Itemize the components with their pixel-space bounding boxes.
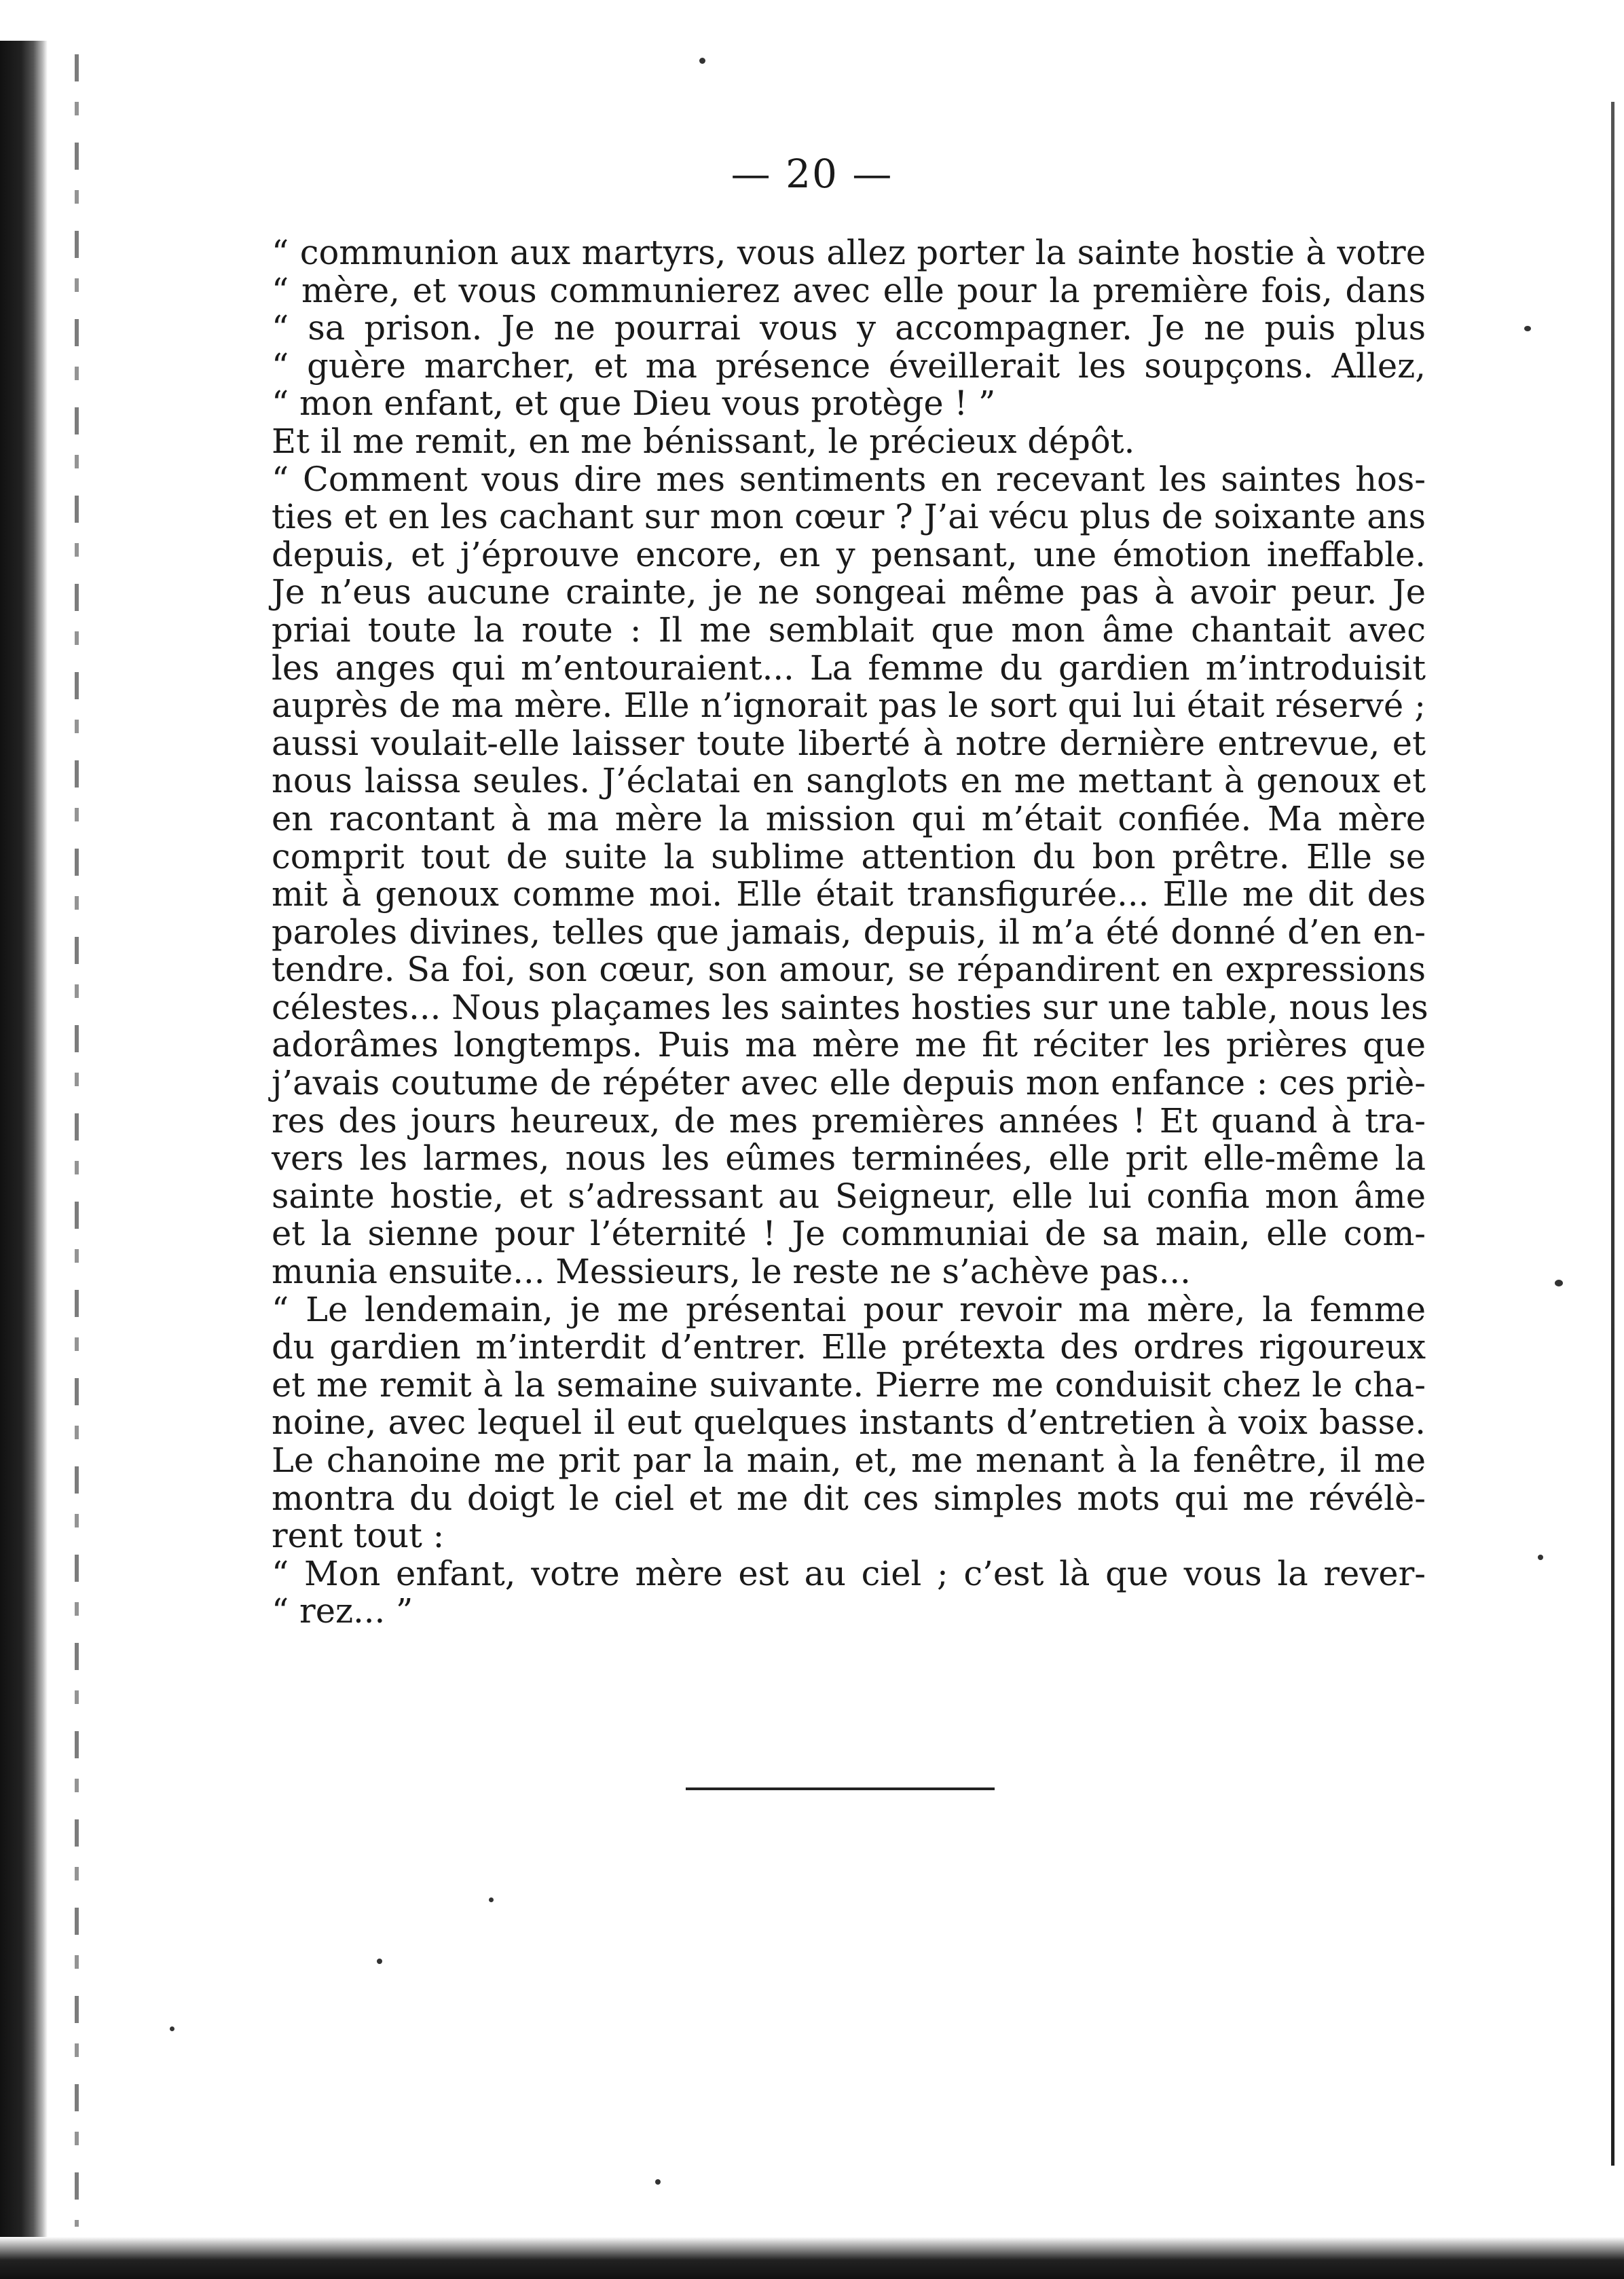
text-line: Et il me remit, en me bénissant, le précieux dépôt. (272, 421, 1135, 461)
text-line: “ rez... ” (272, 1591, 413, 1631)
text-line: noine, avec lequel il eut quelques instants d’entretien à voix basse. (272, 1403, 1426, 1443)
text-line: adorâmes longtemps. Puis ma mère me fit réciter les prières que (272, 1025, 1426, 1065)
text-line: Le chanoine me prit par la main, et, me menant à la fenêtre, il me (272, 1441, 1426, 1480)
text-line: depuis, et j’éprouve encore, en y pensant, une émotion ineffable. (272, 534, 1426, 574)
text-line: “ mère, et vous communierez avec elle pour la première fois, dans (272, 270, 1426, 310)
end-rule (686, 1787, 995, 1790)
print-speck (699, 58, 705, 64)
text-line: “ guère marcher, et ma présence éveillerait les soupçons. Allez, (272, 346, 1426, 386)
page-number: — 20 — (731, 151, 893, 197)
text-line: “ mon enfant, et que Dieu vous protège ! ” (272, 384, 996, 424)
text-line: tendre. Sa foi, son cœur, son amour, se répandirent en expressions (272, 950, 1426, 990)
print-speck (655, 2179, 661, 2185)
text-line: “ sa prison. Je ne pourrai vous y accompagner. Je ne puis plus (272, 308, 1426, 348)
print-speck (1524, 326, 1531, 331)
text-line: “ Mon enfant, votre mère est au ciel ; c’est là que vous la rever- (272, 1553, 1426, 1593)
text-line: res des jours heureux, de mes premières années ! Et quand à tra- (272, 1100, 1426, 1141)
text-line: aussi voulait-elle laisser toute liberté à notre dernière entrevue, et (272, 723, 1426, 763)
text-line: “ communion aux martyrs, vous allez porter la sainte hostie à votre (272, 233, 1426, 272)
text-line: les anges qui m’entouraient... La femme du gardien m’introduisit (272, 648, 1426, 688)
text-line: j’avais coutume de répéter avec elle depuis mon enfance : ces priè- (272, 1063, 1426, 1103)
body-text (272, 234, 1426, 1631)
text-line: ties et en les cachant sur mon cœur ? J’ai vécu plus de soixante ans (272, 497, 1426, 537)
text-line: auprès de ma mère. Elle n’ignorait pas le sort qui lui était réservé ; (272, 686, 1426, 726)
text-line: montra du doigt le ciel et me dit ces simples mots qui me révélè- (272, 1478, 1426, 1518)
text-line: “ Le lendemain, je me présentai pour revoir ma mère, la femme (272, 1289, 1426, 1329)
print-speck (377, 1959, 382, 1964)
print-speck (1538, 1555, 1543, 1560)
book-binding-edge (0, 41, 48, 2279)
text-line: célestes... Nous plaçames les saintes hosties sur une table, nous les (272, 987, 1428, 1027)
text-line: mit à genoux comme moi. Elle était transfigurée... Elle me dit des (272, 874, 1426, 914)
text-line: comprit tout de suite la sublime attention du bon prêtre. Elle se (272, 836, 1426, 876)
page-right-edge (1611, 102, 1614, 2166)
text-line: rent tout : (272, 1516, 445, 1556)
text-line: Je n’eus aucune crainte, je ne songeai même pas à avoir peur. Je (272, 572, 1426, 612)
text-line: sainte hostie, et s’adressant au Seigneur, elle lui confia mon âme (272, 1176, 1426, 1216)
text-line: priai toute la route : Il me semblait que mon âme chantait avec (272, 610, 1426, 650)
text-line: et la sienne pour l’éternité ! Je communiai de sa main, elle com- (272, 1214, 1426, 1254)
binding-stitch-marks (75, 54, 79, 2227)
text-line: en racontant à ma mère la mission qui m’était confiée. Ma mère (272, 798, 1426, 838)
print-speck (1555, 1280, 1563, 1286)
text-line: vers les larmes, nous les eûmes terminées, elle prit elle-même la (272, 1138, 1426, 1179)
text-line: et me remit à la semaine suivante. Pierre me conduisit chez le cha- (272, 1365, 1426, 1405)
page-bottom-edge (0, 2237, 1624, 2279)
text-line: nous laissa seules. J’éclatai en sanglots en me mettant à genoux et (272, 761, 1426, 801)
text-line: paroles divines, telles que jamais, depuis, il m’a été donné d’en en- (272, 912, 1426, 952)
print-speck (489, 1897, 494, 1902)
text-line: munia ensuite... Messieurs, le reste ne s’achève pas... (272, 1252, 1191, 1292)
print-speck (170, 2026, 174, 2031)
text-line: du gardien m’interdit d’entrer. Elle prétexta des ordres rigoureux (272, 1327, 1426, 1367)
text-line: “ Comment vous dire mes sentiments en recevant les saintes hos- (272, 459, 1426, 499)
